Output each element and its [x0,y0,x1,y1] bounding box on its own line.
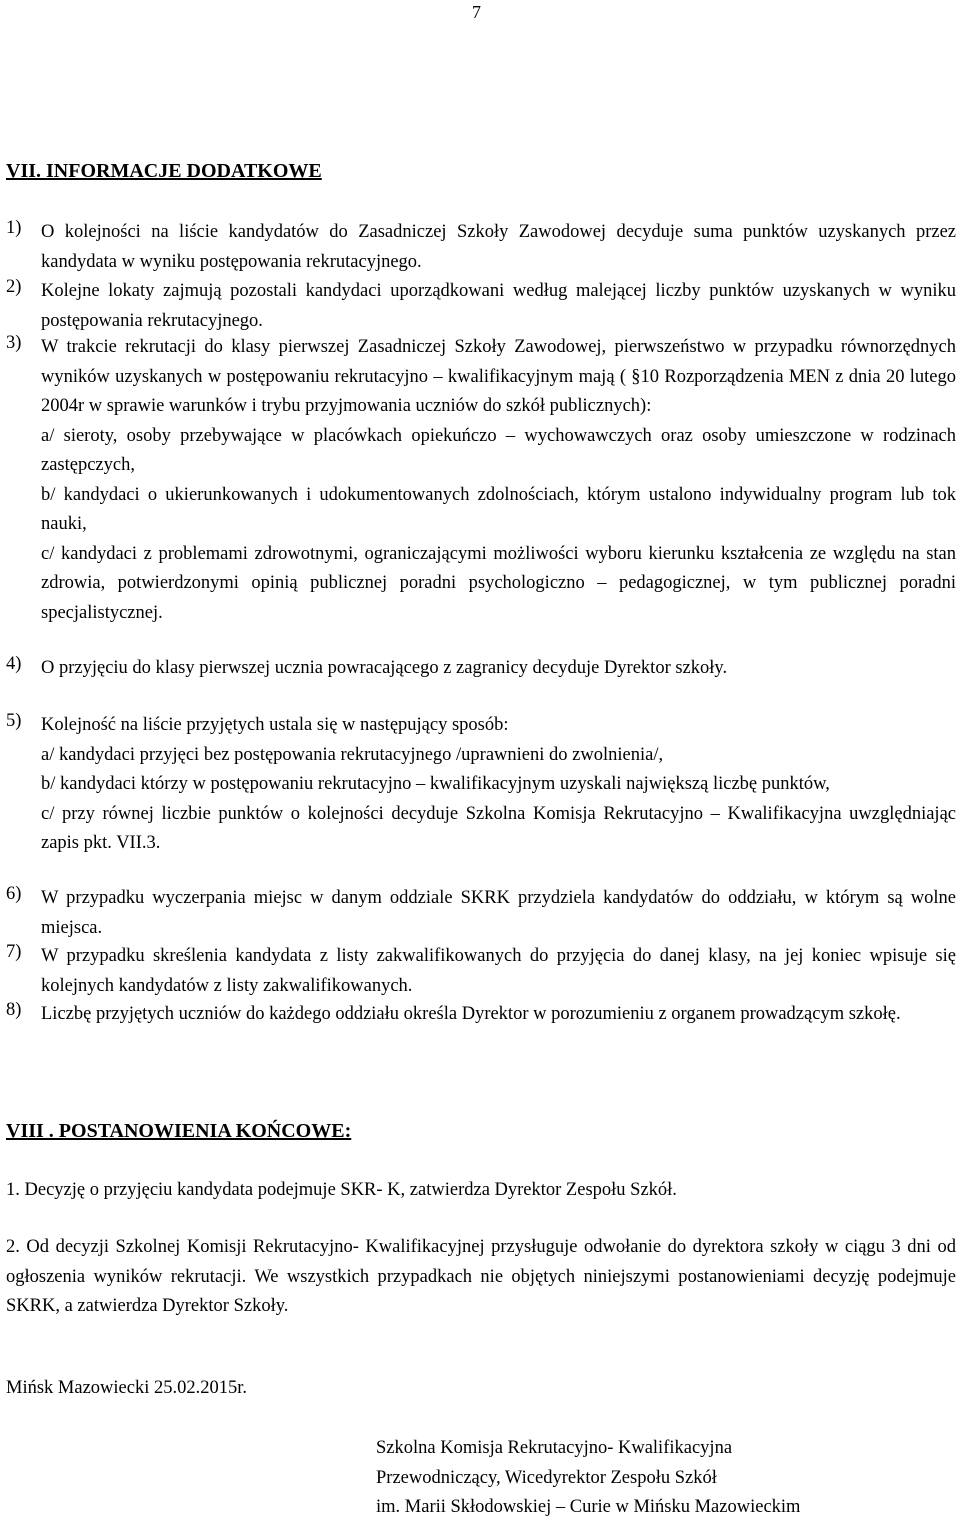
item-subpoint: c/ przy równej liczbie punktów o kolejności decyduje Szkolna Komisja Rekrutacyjno – Kwalifikacyjna uwzględniając zapis pkt. VII.3. [41,803,956,853]
item-number: 2) [6,277,22,297]
list-item [6,277,956,336]
paragraph-text: 2. Od decyzji Szkolnej Komisji Rekrutacyjno- Kwalifikacyjnej przysługuje odwołanie do dyrektora szkoły w ciągu 3 dni od ogłoszenia wyników rekrutacji. We wszystkich przypadkach nie objętych niniejszymi postanowieniami decyzję podejmuje SKRK, a zatwierdza Dyrektor Szkoły. [6,1237,956,1316]
item-text: W przypadku skreślenia kandydata z listy zakwalifikowanych do przyjęcia do danej klasy, na jej koniec wpisuje się kolejnych kandydatów z listy zakwalifikowanych. [41,946,956,996]
item-subpoint: b/ kandydaci którzy w postępowaniu rekrutacyjno – kwalifikacyjnym uzyskali największą liczbę punktów, [41,774,830,794]
list-item [6,884,956,943]
list-item [6,711,956,859]
item-number: 6) [6,884,22,904]
item-subpoint: a/ sieroty, osoby przebywające w placówkach opiekuńczo – wychowawczych oraz osoby umieszczone w rodzinach zastępczych, [41,425,956,475]
item-text: W trakcie rekrutacji do klasy pierwszej Zasadniczej Szkoły Zawodowej, pierwszeństwo w przypadku równorzędnych wyników uzyskanych w postępowaniu rekrutacyjno – kwalifikacyjnym mają ( §10 Rozporządzenia MEN z dnia 20 lutego 2004r w sprawie warunków i trybu przyjmowania uczniów do szkół publicznych): [41,337,956,416]
list-item [6,942,956,1001]
signature-line: Przewodniczący, Wicedyrektor Zespołu Szkół [376,1467,717,1488]
list-item [6,333,956,628]
item-subpoint: b/ kandydaci o ukierunkowanych i udokumentowanych zdolnościach, którym ustalono indywidualny program lub tok nauki, [41,484,956,534]
item-text: O kolejności na liście kandydatów do Zasadniczej Szkoły Zawodowej decyduje suma punktów uzyskanych przez kandydata w wyniku postępowania rekrutacyjnego. [41,222,956,272]
page-number: 7 [472,2,481,22]
item-number: 5) [6,711,22,731]
item-text: W przypadku wyczerpania miejsc w danym oddziale SKRK przydziela kandydatów do oddziału, w którym są wolne miejsca. [41,888,956,938]
section-title-vii: VII. INFORMACJE DODATKOWE [6,160,322,182]
list-item [6,654,956,684]
item-subpoint: a/ kandydaci przyjęci bez postępowania rekrutacyjnego /uprawnieni do zwolnienia/, [41,744,664,765]
closing-paragraph [6,1233,956,1322]
item-text: Kolejne lokaty zajmują pozostali kandydaci uporządkowani według malejącej liczby punktów uzyskanych w wyniku postępowania rekrutacyjnego. [41,281,956,331]
signature-line: Szkolna Komisja Rekrutacyjno- Kwalifikacyjna [376,1438,733,1458]
closing-paragraph [6,1176,956,1206]
signature-block [376,1434,800,1523]
item-text: Kolejność na liście przyjętych ustala się w następujący sposób: [41,715,509,735]
item-number: 7) [6,942,22,962]
item-text: Liczbę przyjętych uczniów do każdego oddziału określa Dyrektor w porozumieniu z organem prowadzącym szkołę. [41,1004,901,1024]
place-date: Mińsk Mazowiecki 25.02.2015r. [6,1378,247,1398]
list-item [6,218,956,277]
item-text: O przyjęciu do klasy pierwszej ucznia powracającego z zagranicy decyduje Dyrektor szkoły. [41,658,728,678]
item-number: 1) [6,218,22,238]
item-number: 4) [6,654,22,674]
paragraph-text: 1. Decyzję o przyjęciu kandydata podejmuje SKR- K, zatwierdza Dyrektor Zespołu Szkół. [6,1180,677,1200]
item-number: 3) [6,333,22,353]
section-title-viii: VIII . POSTANOWIENIA KOŃCOWE: [6,1120,352,1142]
signature-line: im. Marii Skłodowskiej – Curie w Mińsku Mazowieckim [376,1497,801,1517]
list-item [6,1000,956,1030]
item-subpoint: c/ kandydaci z problemami zdrowotnymi, ograniczającymi możliwości wyboru kierunku kształcenia ze względu na stan zdrowia, potwierdzonymi opinią publicznej poradni psychologiczno – pedagogicznej, w tym publicznej poradni specjalistycznej. [41,543,956,623]
item-number: 8) [6,1000,22,1020]
